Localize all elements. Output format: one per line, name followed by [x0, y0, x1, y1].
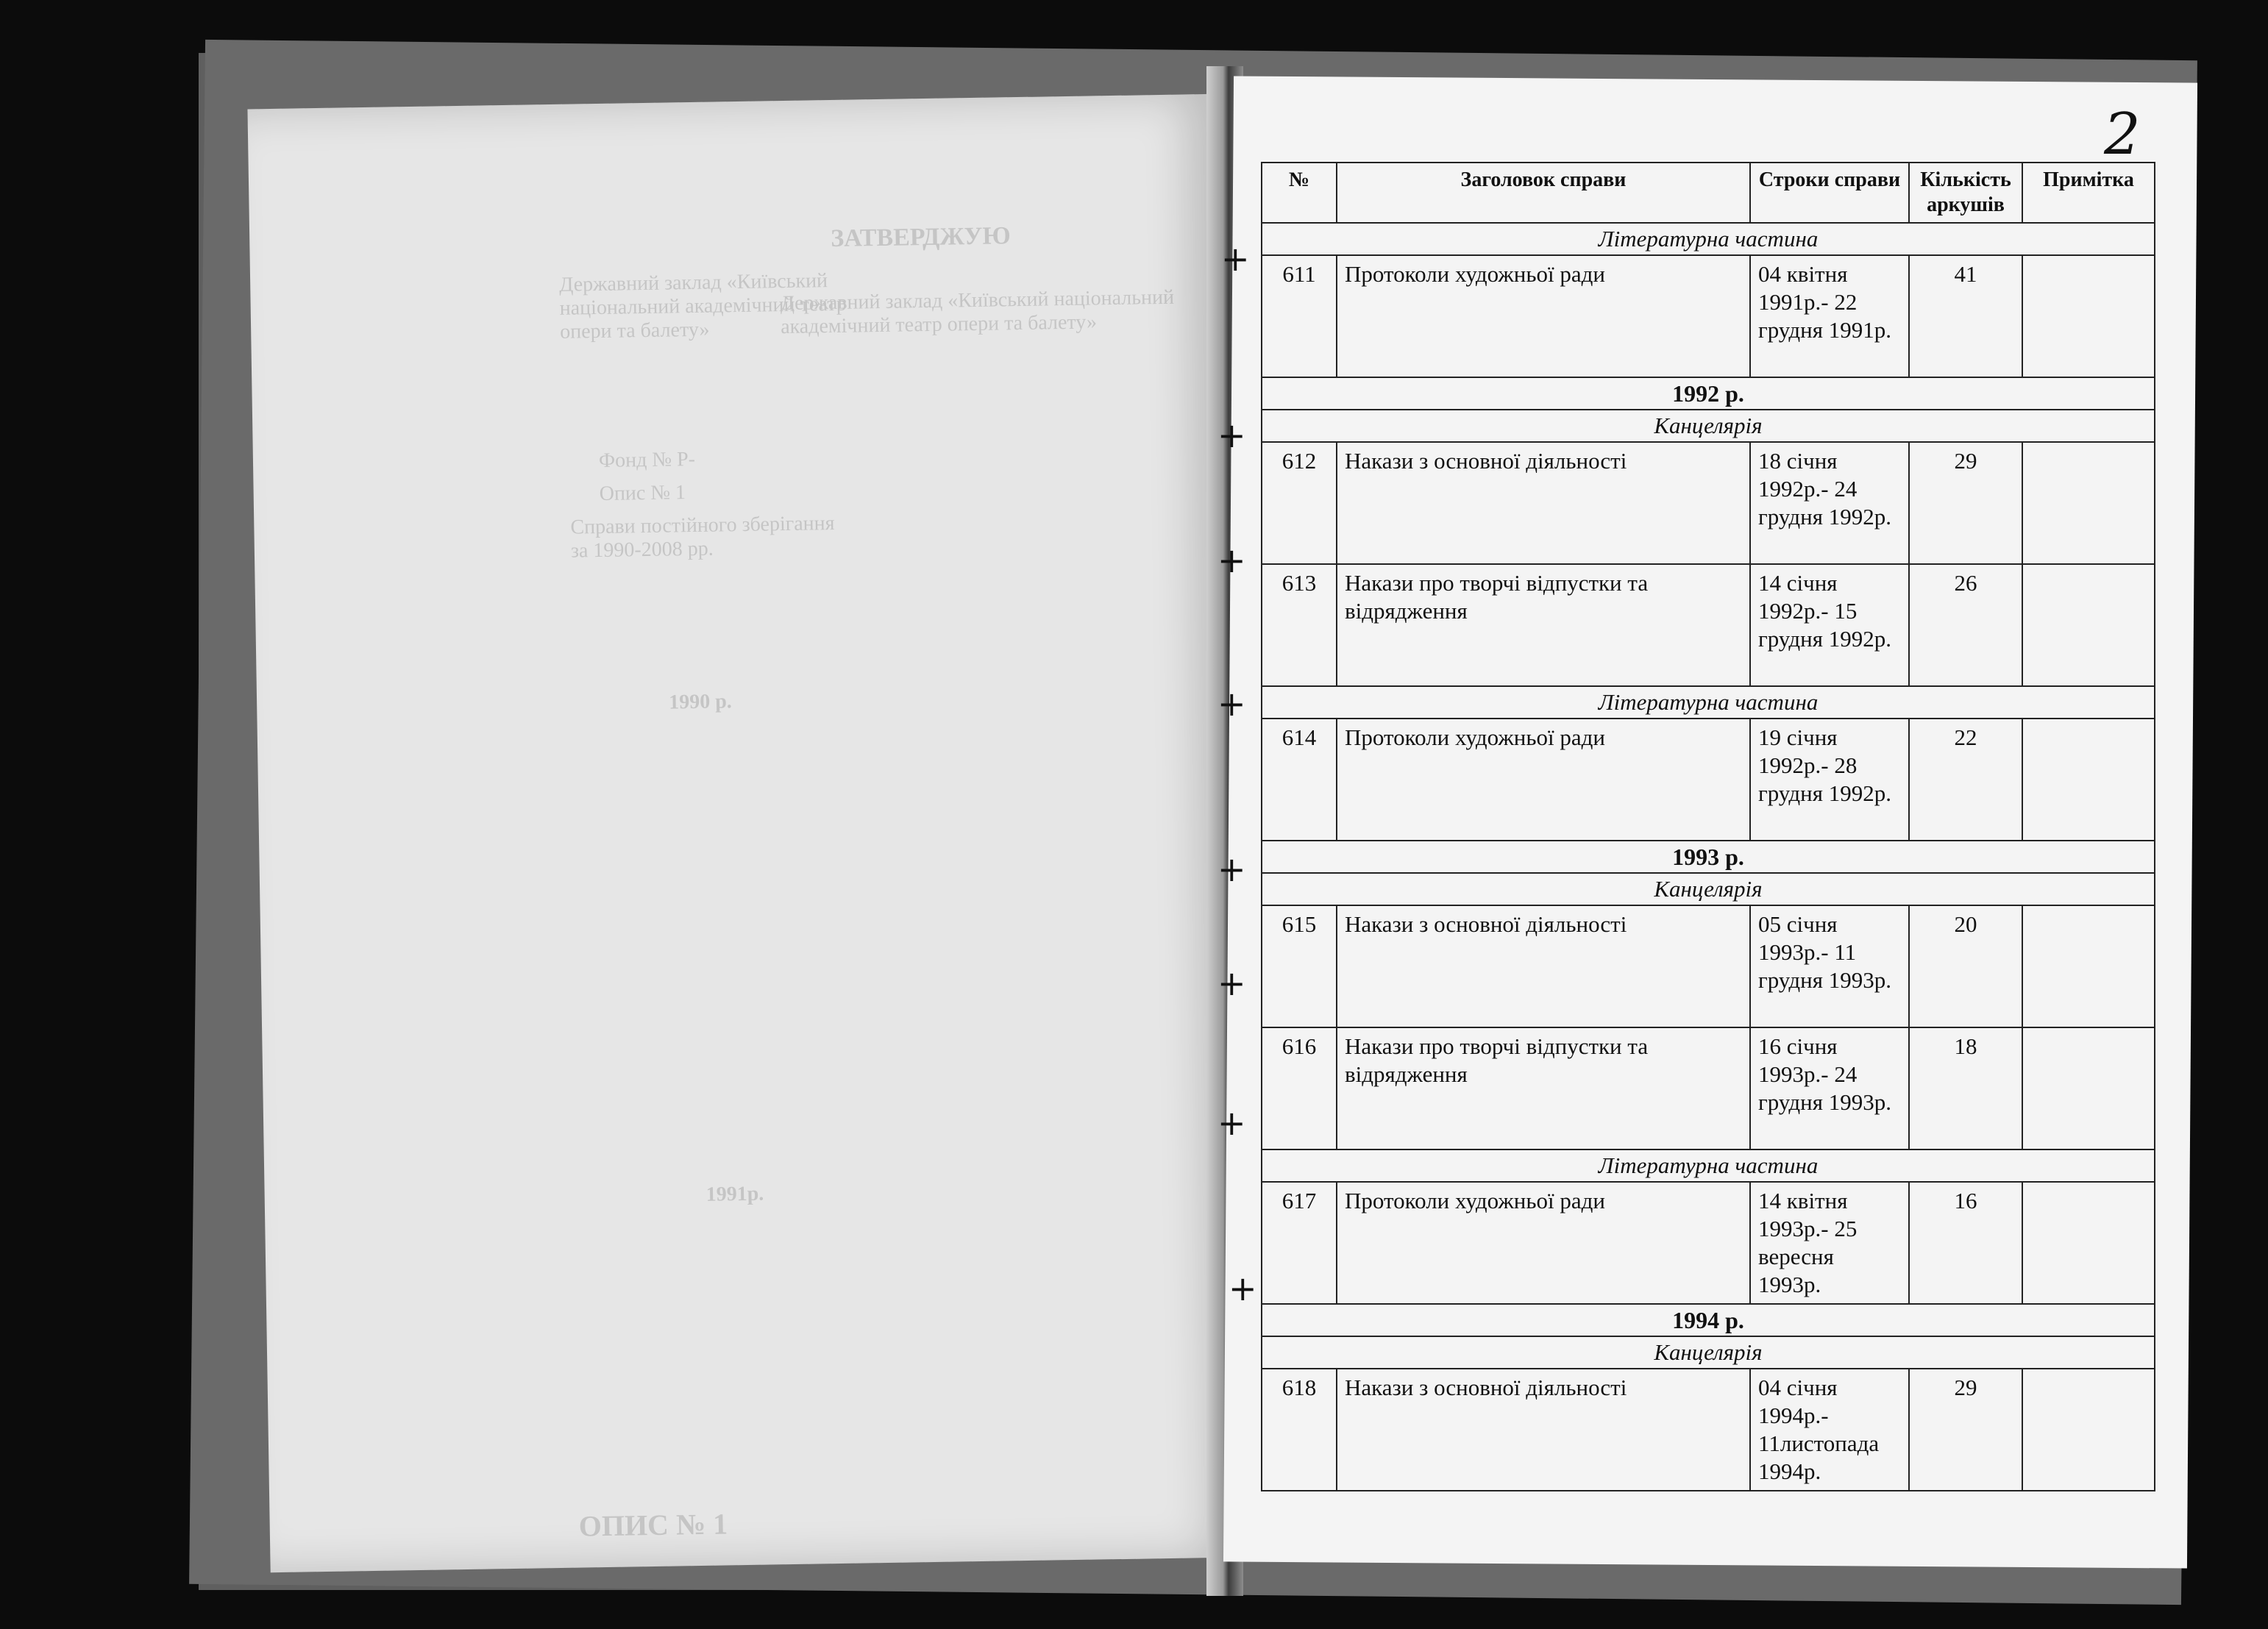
header-dates: Строки справи	[1750, 163, 1909, 223]
cell-num: 615	[1262, 905, 1337, 1027]
cell-notes	[2022, 442, 2155, 564]
section-heading: Канцелярія	[1262, 873, 2155, 905]
cell-title: Накази з основної діяльності	[1337, 905, 1750, 1027]
section-row	[1262, 410, 2155, 442]
cell-title: Накази про творчі відпустки та відрядження	[1337, 1027, 1750, 1149]
cell-sheets: 16	[1909, 1182, 2022, 1304]
check-mark: +	[1217, 963, 1246, 1003]
cell-num: 613	[1262, 564, 1337, 686]
check-mark: +	[1217, 684, 1246, 724]
cell-notes	[2022, 1182, 2155, 1304]
cell-sheets: 29	[1909, 1369, 2022, 1491]
cell-sheets: 18	[1909, 1027, 2022, 1149]
header-sheets: Кількість аркушів	[1909, 163, 2022, 223]
header-title: Заголовок справи	[1337, 163, 1750, 223]
table-row	[1262, 442, 2155, 564]
cell-sheets: 26	[1909, 564, 2022, 686]
cell-title: Накази з основної діяльності	[1337, 442, 1750, 564]
cell-dates: 16 січня 1993р.- 24 грудня 1993р.	[1750, 1027, 1909, 1149]
check-mark: +	[1217, 541, 1246, 580]
left-page-bleedthrough	[247, 94, 1240, 1572]
cell-title: Протоколи художньої ради	[1337, 255, 1750, 377]
cell-sheets: 20	[1909, 905, 2022, 1027]
section-row	[1262, 686, 2155, 719]
cell-dates: 14 січня 1992р.- 15 грудня 1992р.	[1750, 564, 1909, 686]
cell-dates: 05 січня 1993р.- 11 грудня 1993р.	[1750, 905, 1909, 1027]
table-row	[1262, 1027, 2155, 1149]
cell-notes	[2022, 905, 2155, 1027]
cell-num: 616	[1262, 1027, 1337, 1149]
cell-num: 614	[1262, 719, 1337, 841]
cell-num: 611	[1262, 255, 1337, 377]
header-num: №	[1262, 163, 1337, 223]
cell-notes	[2022, 719, 2155, 841]
check-mark: +	[1229, 1269, 1257, 1308]
year-row	[1262, 841, 2155, 873]
table-row	[1262, 1369, 2155, 1491]
ghost-fund: Фонд № Р-	[598, 447, 696, 473]
section-heading: Літературна частина	[1262, 686, 2155, 719]
section-row	[1262, 1336, 2155, 1369]
ghost-list: Опис № 1	[599, 481, 686, 506]
ghost-year-1991: 1991р.	[705, 1182, 764, 1206]
table-row	[1262, 1182, 2155, 1304]
cell-dates: 04 січня 1994р.- 11листопада 1994р.	[1750, 1369, 1909, 1491]
cell-num: 612	[1262, 442, 1337, 564]
table-row	[1262, 255, 2155, 377]
section-heading: Канцелярія	[1262, 410, 2155, 442]
cell-num: 617	[1262, 1182, 1337, 1304]
ghost-approve: ЗАТВЕРДЖУЮ	[831, 222, 1012, 253]
page-number: 2	[2104, 101, 2141, 168]
table-row	[1262, 564, 2155, 686]
cell-sheets: 29	[1909, 442, 2022, 564]
year-heading: 1993 р.	[1262, 841, 2155, 873]
table-header-row	[1262, 163, 2155, 223]
cell-num: 618	[1262, 1369, 1337, 1491]
ghost-cases: Справи постійного зберігання за 1990-2008 рр.	[570, 512, 835, 563]
ghost-year-1990: 1990 р.	[668, 690, 733, 714]
cell-dates: 04 квітня 1991р.- 22 грудня 1991р.	[1750, 255, 1909, 377]
section-heading: Канцелярія	[1262, 1336, 2155, 1369]
cell-notes	[2022, 1027, 2155, 1149]
cell-title: Накази з основної діяльності	[1337, 1369, 1750, 1491]
check-mark: +	[1217, 1103, 1246, 1143]
cell-title: Протоколи художньої ради	[1337, 719, 1750, 841]
cell-dates: 14 квітня 1993р.- 25 вересня 1993р.	[1750, 1182, 1909, 1304]
cell-notes	[2022, 255, 2155, 377]
year-heading: 1994 р.	[1262, 1304, 2155, 1336]
cell-notes	[2022, 1369, 2155, 1491]
cell-title: Протоколи художньої ради	[1337, 1182, 1750, 1304]
cell-dates: 18 січня 1992р.- 24 грудня 1992р.	[1750, 442, 1909, 564]
section-row	[1262, 1149, 2155, 1182]
section-row	[1262, 873, 2155, 905]
ghost-org-left: Державний заклад «Київський національний академічний театр опери та балету»	[559, 269, 847, 343]
section-row	[1262, 223, 2155, 255]
year-heading: 1992 р.	[1262, 377, 2155, 410]
table-row	[1262, 905, 2155, 1027]
check-mark: +	[1217, 849, 1246, 889]
cell-notes	[2022, 564, 2155, 686]
cell-title: Накази про творчі відпустки та відрядження	[1337, 564, 1750, 686]
ghost-inventory: ОПИС № 1	[578, 1507, 728, 1543]
header-notes: Примітка	[2022, 163, 2155, 223]
cell-sheets: 41	[1909, 255, 2022, 377]
cell-sheets: 22	[1909, 719, 2022, 841]
section-heading: Літературна частина	[1262, 1149, 2155, 1182]
year-row	[1262, 1304, 2155, 1336]
check-mark: +	[1217, 416, 1246, 455]
ghost-org: Державний заклад «Київський національний академічний театр опери та балету»	[780, 285, 1175, 339]
year-row	[1262, 377, 2155, 410]
inventory-table	[1261, 162, 2155, 1491]
table-body	[1262, 223, 2155, 1491]
check-mark: +	[1221, 239, 1250, 279]
table-row	[1262, 719, 2155, 841]
cell-dates: 19 січня 1992р.- 28 грудня 1992р.	[1750, 719, 1909, 841]
section-heading: Літературна частина	[1262, 223, 2155, 255]
